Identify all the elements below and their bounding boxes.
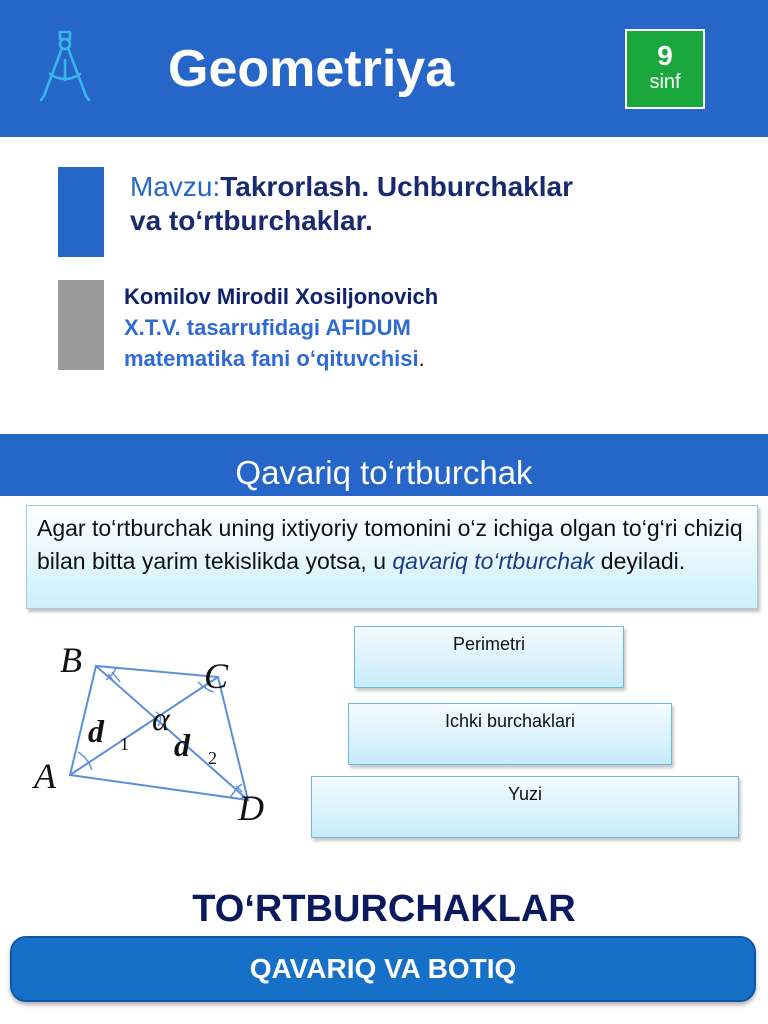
definition-part2: deyiladi. <box>594 548 686 574</box>
diagonal-d2-sub: 2 <box>208 748 217 768</box>
header-banner <box>0 0 768 137</box>
interior-angles-card[interactable]: Ichki burchaklari <box>348 703 672 765</box>
author-org-line2-wrap <box>124 343 438 374</box>
author-org-line1: X.T.V. tasarrufidagi AFIDUM <box>124 315 411 340</box>
topic-block <box>130 170 573 238</box>
section-title: Qavariq to‘rtburchak <box>235 454 533 491</box>
quadrilateral-figure <box>30 640 290 830</box>
area-card[interactable]: Yuzi <box>311 776 739 838</box>
diagonal-d2-letter: d <box>174 727 190 763</box>
app-title: Geometriya <box>168 40 455 98</box>
convex-concave-button[interactable]: QAVARIQ VA BOTIQ <box>10 936 756 1002</box>
definition-part1: Agar to‘rtburchak uning ixtiyoriy tomonini o‘z ichiga olgan to‘g‘ri chiziq bilan bitta yarim tekislikda yotsa, u <box>37 515 743 574</box>
diagonal-d1-letter: d <box>88 713 104 749</box>
author-marker <box>58 280 104 370</box>
author-suffix: . <box>418 346 425 371</box>
topic-text-line1: Takrorlash. Uchburchaklar <box>220 171 573 202</box>
quadrilaterals-heading: TO‘RTBURCHAKLAR <box>192 888 576 930</box>
perimeter-card[interactable]: Perimetri <box>354 626 624 688</box>
vertex-b: B <box>60 640 82 680</box>
vertex-c: C <box>204 656 229 696</box>
angle-alpha: α <box>152 701 170 738</box>
grade-unit: sinf <box>649 71 681 93</box>
topic-text-line2: va to‘rtburchaklar. <box>130 205 373 236</box>
topic-label: Mavzu: <box>130 171 221 202</box>
compass-icon <box>36 30 94 102</box>
vertex-a: A <box>34 756 56 796</box>
topic-marker <box>58 167 104 257</box>
grade-number: 9 <box>657 40 673 71</box>
grade-badge <box>625 29 705 109</box>
author-org-line2: matematika fani o‘qituvchisi <box>124 346 419 371</box>
vertex-d: D <box>238 788 264 828</box>
definition-term: qavariq to‘rtburchak <box>392 548 595 574</box>
author-name: Komilov Mirodil Xosiljonovich <box>124 284 439 309</box>
definition-box <box>26 505 758 609</box>
diagonal-d1-sub: 1 <box>120 734 129 754</box>
author-block <box>124 281 438 374</box>
